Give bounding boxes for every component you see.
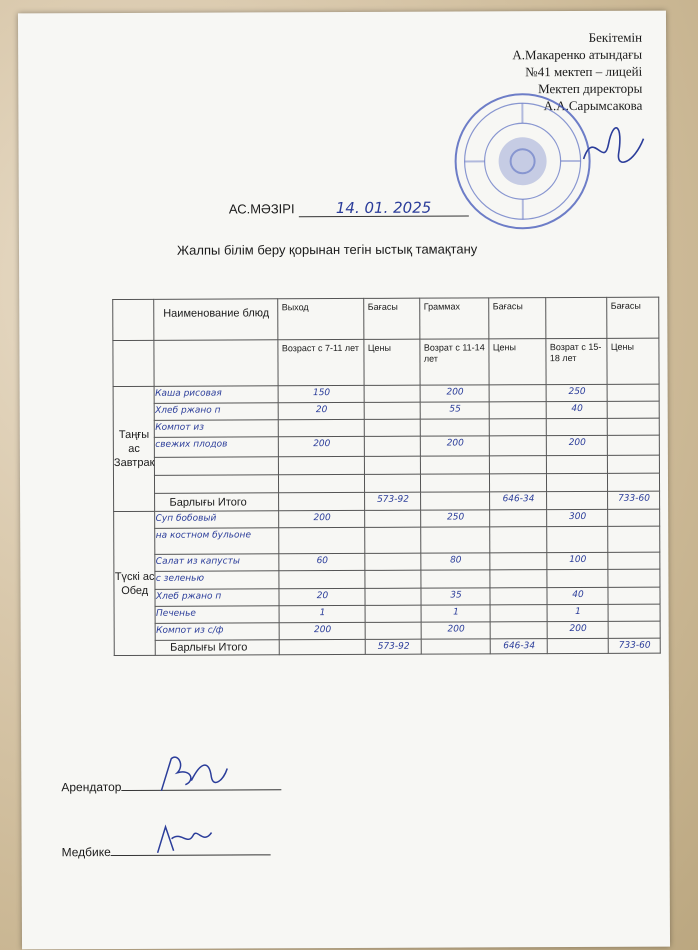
portion-7-11: 1 (279, 605, 365, 622)
dish-name: на костном бульоне (155, 528, 279, 555)
tenant-label: Арендатор (61, 779, 122, 795)
dish-name: Салат из капусты (155, 554, 279, 572)
meal-label-breakfast: Таңғы ас Завтрак (113, 386, 155, 511)
header-bagasy: Бағасы (364, 298, 420, 339)
header-price: Цены (489, 339, 546, 385)
dish-name: Каша рисовая (155, 386, 279, 404)
approval-line: А.Макаренко атындағы (512, 46, 643, 63)
portion-15-18: 1 (547, 604, 608, 621)
menu-date: 14. 01. 2025 (299, 198, 469, 217)
header-bagasy: Бағасы (607, 297, 659, 338)
approval-line: Бекітемін (588, 29, 643, 45)
total-price-11-14: 646-34 (491, 639, 548, 654)
total-label: Барлығы Итого (155, 493, 279, 512)
dish-name: свежих плодов (155, 437, 279, 458)
portion-7-11: 20 (279, 588, 365, 605)
portion-15-18: 40 (547, 587, 608, 604)
portion-7-11: 200 (280, 622, 366, 639)
total-label: Барлығы Итого (156, 640, 280, 656)
dish-name: Хлеб ржано п (155, 403, 279, 421)
approval-line: А.А.Сарымсакова (543, 97, 643, 114)
portion-7-11: 20 (279, 402, 365, 419)
total-price-7-11: 573-92 (365, 492, 421, 510)
approval-line: №41 мектеп – лицейі (525, 63, 643, 80)
meal-label-lunch: Түскі ас Обед (114, 511, 156, 655)
total-price-7-11: 573-92 (366, 639, 422, 654)
portion-11-14: 80 (421, 553, 490, 570)
school-stamp (454, 93, 591, 230)
portion-11-14: 1 (421, 605, 490, 622)
header-name: Наименование блюд (154, 299, 278, 341)
portion-11-14: 200 (422, 622, 491, 639)
header-age: Возрат с 15-18 лет (546, 338, 607, 384)
header-age: Возраст с 7-11 лет (278, 339, 364, 385)
header-price: Цены (364, 339, 420, 385)
document-page (18, 11, 670, 950)
header-age: Возрат с 11-14 лет (420, 339, 489, 385)
portion-11-14: 250 (421, 510, 490, 527)
portion-15-18: 250 (547, 384, 608, 401)
portion-7-11: 200 (279, 436, 365, 456)
dish-name: Печенье (155, 606, 279, 624)
portion-7-11: 200 (279, 510, 365, 527)
dish-name: Суп бобовый (155, 511, 279, 529)
total-price-11-14: 646-34 (490, 492, 547, 510)
approval-line: Мектеп директоры (538, 80, 643, 97)
header-bagasy: Бағасы (489, 298, 546, 339)
portion-15-18: 40 (547, 401, 608, 418)
menu-table (112, 297, 661, 656)
header-price: Цены (607, 338, 659, 384)
total-price-15-18: 733-60 (608, 491, 660, 509)
dish-name: с зеленью (155, 571, 279, 590)
dish-name: Компот из (155, 420, 279, 438)
portion-11-14: 200 (421, 436, 490, 456)
portion-15-18: 300 (547, 509, 608, 526)
total-price-15-18: 733-60 (609, 638, 661, 653)
director-signature (578, 119, 648, 179)
nurse-label: Медбике (61, 845, 111, 860)
portion-7-11: 150 (279, 385, 365, 402)
subtitle: Жалпы білім беру қорынан тегін ыстық тамақтану (176, 241, 478, 258)
dish-name: Хлеб ржано п (155, 589, 279, 607)
portion-11-14: 35 (421, 588, 490, 605)
menu-label: АС.МӘЗІРІ (228, 201, 295, 217)
portion-15-18: 200 (547, 435, 608, 455)
tenant-signature (151, 750, 231, 800)
header-grammakh: Граммах (420, 298, 489, 339)
portion-11-14: 55 (421, 402, 490, 419)
menu-title (229, 198, 469, 217)
portion-15-18: 200 (548, 621, 609, 638)
portion-11-14: 200 (421, 385, 490, 402)
portion-15-18: 100 (547, 552, 608, 569)
dish-name: Компот из с/ф (156, 623, 280, 641)
portion-7-11: 60 (279, 553, 365, 570)
header-vykhod: Выход (278, 298, 364, 339)
nurse-signature (151, 821, 221, 861)
